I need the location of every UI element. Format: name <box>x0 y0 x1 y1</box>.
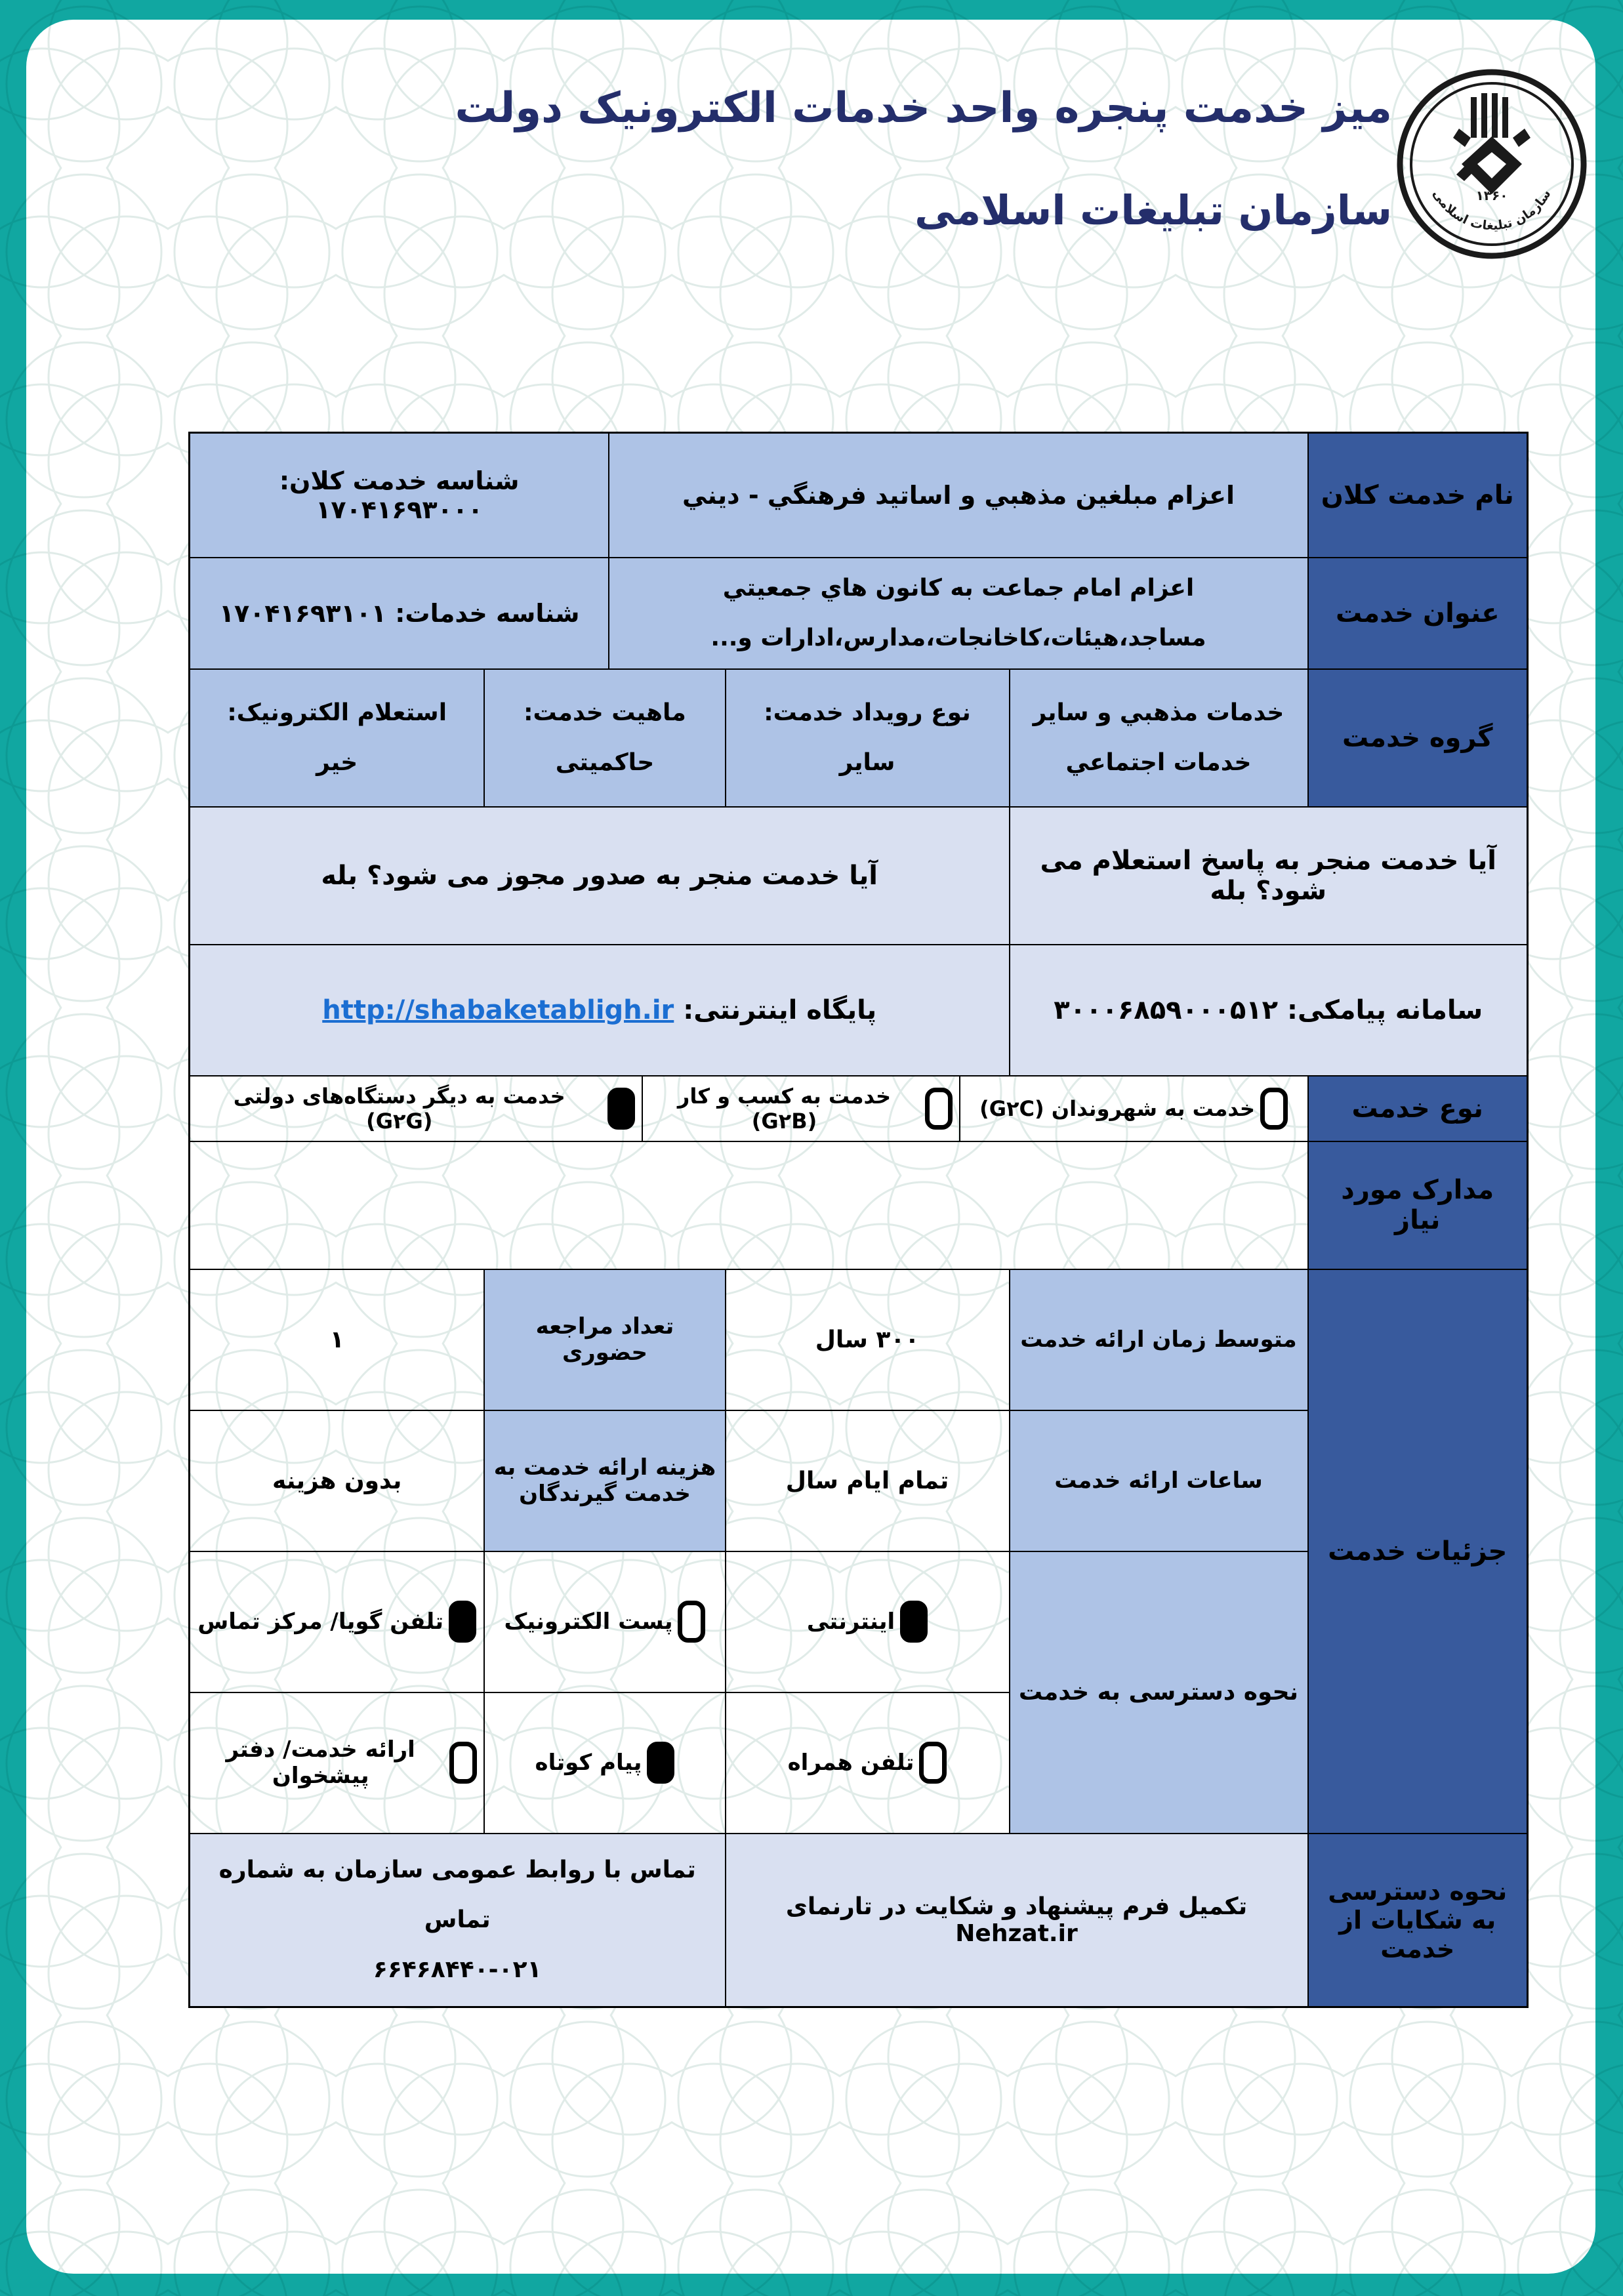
service-group-line1: خدمات مذهبي و سایر <box>1033 699 1284 726</box>
complaints-phone-number: ۶۶۴۶۸۴۴۰-۰۲۱ <box>373 1956 542 1983</box>
service-group-line2: خدمات اجتماعي <box>1065 748 1252 776</box>
documents-content <box>189 1141 1307 1269</box>
service-nature-value: حاکمیتی <box>555 748 655 776</box>
email-label: پست الکترونیک <box>504 1609 673 1635</box>
service-info-table <box>188 432 1529 2008</box>
g2c-label: خدمت به شهروندان (G۲C) <box>979 1096 1255 1121</box>
counter-checkbox[interactable] <box>449 1742 477 1784</box>
g2g-checkbox[interactable] <box>607 1088 635 1130</box>
row-header-complaints: نحوه دسترسی به شکایات از خدمت <box>1308 1834 1528 2007</box>
g2b-label: خدمت به کسب و کار (G۲B) <box>677 1083 892 1134</box>
complaints-phone-line: تماس با روابط عمومی سازمان به شماره تماس <box>218 1856 696 1933</box>
access-ivr <box>189 1551 484 1692</box>
row-header-macro-service: نام خدمت کلان <box>1308 433 1528 558</box>
g2c-checkbox[interactable] <box>1260 1088 1288 1130</box>
email-checkbox[interactable] <box>678 1601 705 1643</box>
page-title: میز خدمت پنجره واحد خدمات الکترونیک دولت <box>455 84 1392 133</box>
website-cell <box>189 945 1009 1076</box>
table-row <box>189 807 1527 945</box>
row-header-service-title: عنوان خدمت <box>1308 558 1528 669</box>
service-type-g2b <box>642 1076 960 1141</box>
event-type-label: نوع رویداد خدمت: <box>764 699 971 726</box>
e-inquiry-cell <box>189 669 484 807</box>
table-row <box>189 1269 1527 1410</box>
e-inquiry-value: خیر <box>316 748 358 776</box>
cost-label: هزینه ارائه خدمت به خدمت گیرندگان <box>484 1410 725 1551</box>
sms-system: سامانه پیامکی: ۳۰۰۰۶۸۵۹۰۰۰۵۱۲ <box>1010 945 1528 1076</box>
access-email <box>484 1551 725 1692</box>
avg-time-label: متوسط زمان ارائه خدمت <box>1010 1269 1308 1410</box>
row-header-documents: مدارک مورد نیاز <box>1308 1141 1528 1269</box>
website-link[interactable]: http://shabaketabligh.ir <box>322 994 674 1025</box>
access-label: نحوه دسترسی به خدمت <box>1010 1551 1308 1834</box>
internet-label: اینترنتی <box>806 1609 895 1635</box>
table-row <box>189 669 1527 807</box>
row-header-service-group: گروه خدمت <box>1308 669 1528 807</box>
access-counter <box>189 1692 484 1834</box>
sms-checkbox[interactable] <box>647 1742 674 1784</box>
macro-service-name: اعزام مبلغین مذهبي و اساتید فرهنگي - دیني <box>609 433 1307 558</box>
e-inquiry-label: استعلام الکترونیک: <box>227 699 447 726</box>
mobile-label: تلفن همراه <box>787 1750 914 1776</box>
organization-logo <box>1393 66 1590 262</box>
table-row <box>189 1141 1527 1269</box>
logo-org-text: سازمان تبلیغات اسلامی <box>1429 187 1554 234</box>
table-row <box>189 1834 1527 2007</box>
service-type-g2c <box>960 1076 1308 1141</box>
access-internet <box>726 1551 1010 1692</box>
table-row <box>189 558 1527 669</box>
access-sms <box>484 1692 725 1834</box>
event-type-cell <box>726 669 1010 807</box>
service-title-cell <box>609 558 1307 669</box>
g2g-label: خدمت به دیگر دستگاه‌های دولتی (G۲G) <box>233 1083 565 1134</box>
event-type-value: سایر <box>839 748 895 776</box>
mobile-checkbox[interactable] <box>919 1742 947 1784</box>
sms-label: پیام کوتاه <box>535 1750 642 1776</box>
website-label: پایگاه اینترنتی: <box>683 994 877 1025</box>
internet-checkbox[interactable] <box>900 1601 928 1643</box>
visits-value: ۱ <box>189 1269 484 1410</box>
table-row <box>189 1076 1527 1141</box>
complaints-phone-cell <box>189 1834 725 2007</box>
inquiry-question: آیا خدمت منجر به پاسخ استعلام می شود؟ بله <box>1010 807 1528 945</box>
logo-year: ۱۳۶۰ <box>1475 188 1508 203</box>
table-row <box>189 945 1527 1076</box>
row-header-service-details: جزئیات خدمت <box>1308 1269 1528 1834</box>
row-header-service-type: نوع خدمت <box>1308 1076 1528 1141</box>
service-nature-label: ماهیت خدمت: <box>524 699 686 726</box>
service-id: شناسه خدمات: ۱۷۰۴۱۶۹۳۱۰۱ <box>189 558 609 669</box>
org-title: سازمان تبلیغات اسلامی <box>914 186 1392 234</box>
license-question: آیا خدمت منجر به صدور مجوز می شود؟ بله <box>189 807 1009 945</box>
service-nature-cell <box>484 669 725 807</box>
page-header <box>455 84 1392 234</box>
cost-value: بدون هزینه <box>189 1410 484 1551</box>
service-title-line1: اعزام امام جماعت به کانون هاي جمعیتي <box>722 574 1195 602</box>
access-mobile <box>726 1692 1010 1834</box>
service-group-cell <box>1010 669 1308 807</box>
hours-label: ساعات ارائه خدمت <box>1010 1410 1308 1551</box>
visits-label: تعداد مراجعه حضوری <box>484 1269 725 1410</box>
g2b-checkbox[interactable] <box>925 1088 953 1130</box>
service-type-g2g <box>189 1076 642 1141</box>
ivr-checkbox[interactable] <box>449 1601 476 1643</box>
macro-service-id: شناسه خدمت کلان: ۱۷۰۴۱۶۹۳۰۰۰ <box>189 433 609 558</box>
table-row <box>189 433 1527 558</box>
complaints-web: تکمیل فرم پیشنهاد و شکایت در تارنمای Nehzat.ir <box>726 1834 1308 2007</box>
avg-time-value: ۳۰۰ سال <box>726 1269 1010 1410</box>
hours-value: تمام ایام سال <box>726 1410 1010 1551</box>
ivr-label: تلفن گویا/ مرکز تماس <box>197 1609 444 1635</box>
service-title-line2: مساجد،هیئات،کاخانجات،مدارس،ادارات و... <box>710 624 1206 651</box>
counter-label: ارائه خدمت/ دفتر پیشخوان <box>226 1736 415 1789</box>
logo-emblem <box>1453 93 1531 194</box>
